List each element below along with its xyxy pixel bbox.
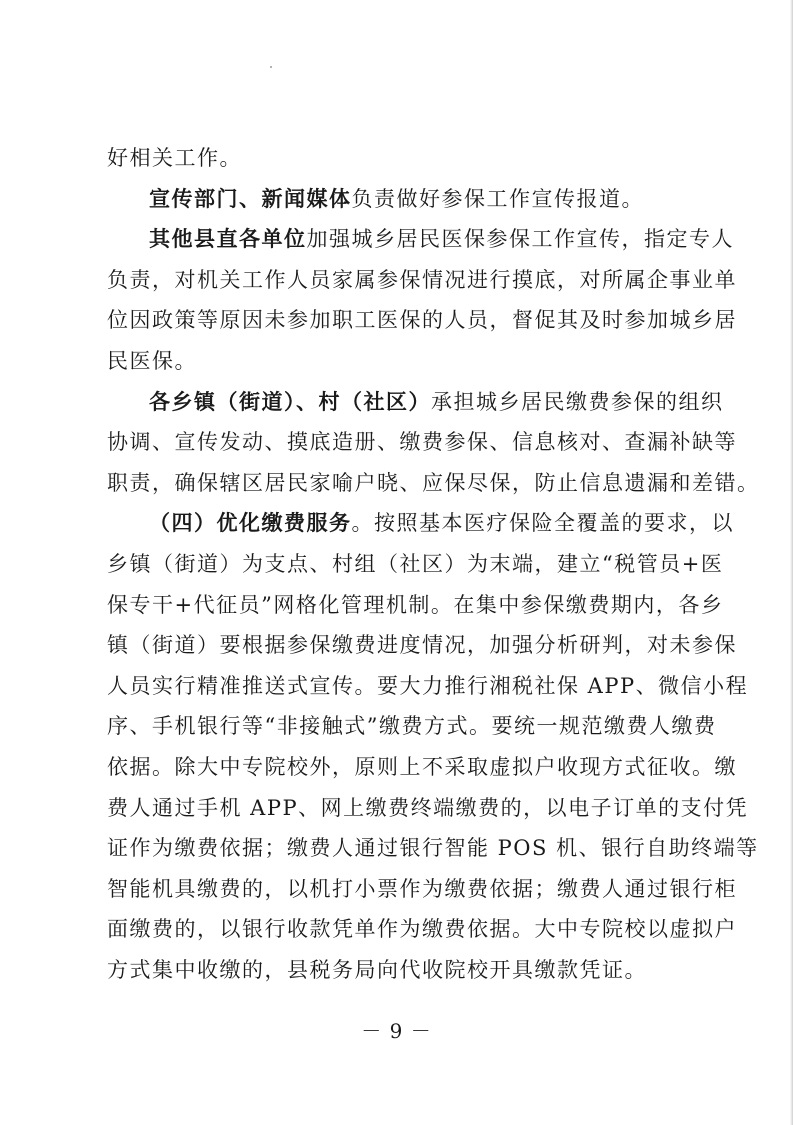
text-line xyxy=(107,836,759,860)
text-line xyxy=(107,349,693,373)
line-text: 加强城乡居民医保参保工作宣传，指定专人 xyxy=(306,227,734,251)
line-text: 承担城乡居民缴费参保的组织 xyxy=(431,390,724,414)
text-line xyxy=(107,471,760,495)
text-line xyxy=(107,146,693,170)
line-text: 好相关工作。 xyxy=(107,146,242,170)
text-line xyxy=(149,226,734,251)
line-bold-lead: 其他县直各单位 xyxy=(149,226,307,251)
line-text: 位因政策等原因未参加职工医保的人员，督促其及时参加城乡居 xyxy=(107,308,737,332)
scan-speck xyxy=(270,66,272,68)
line-text: 费人通过手机 APP、网上缴费终端缴费的，以电子订单的支付凭 xyxy=(107,796,749,820)
line-text: 民医保。 xyxy=(107,349,197,373)
line-text: 人员实行精准推送式宣传。要大力推行湘税社保 APP、微信小程 xyxy=(107,674,749,698)
text-line xyxy=(107,552,724,576)
text-line xyxy=(107,308,737,332)
line-text: 。按照基本医疗保险全覆盖的要求，以 xyxy=(351,511,734,535)
text-line-last xyxy=(107,958,693,982)
text-line xyxy=(107,268,737,292)
line-text: 证作为缴费依据；缴费人通过银行智能 POS 机、银行自助终端等 xyxy=(107,836,759,860)
line-text: 依据。除大中专院校外，原则上不采取虚拟户收现方式征收。缴 xyxy=(107,755,737,779)
text-line xyxy=(107,796,749,820)
line-text: 保专干+代征员”网格化管理机制。在集中参保缴费期内，各乡 xyxy=(107,593,724,617)
page-number: － 9 － xyxy=(361,1019,432,1043)
text-line xyxy=(107,633,737,657)
line-text: 协调、宣传发动、摸底造册、缴费参保、信息核对、查漏补缺等 xyxy=(107,430,737,454)
line-text: 负责做好参保工作宣传报道。 xyxy=(351,187,644,211)
line-text: 智能机具缴费的，以机打小票作为缴费依据；缴费人通过银行柜 xyxy=(107,877,737,901)
text-line xyxy=(107,593,724,617)
line-text: 序、手机银行等“非接触式”缴费方式。要统一规范缴费人缴费 xyxy=(107,714,717,738)
line-bold-lead: 各乡镇（街道）、村（社区） xyxy=(149,389,431,414)
line-text: 职责，确保辖区居民家喻户晓、应保尽保，防止信息遗漏和差错。 xyxy=(107,471,760,495)
line-text: 方式集中收缴的，县税务局向代收院校开具缴款凭证。 xyxy=(107,958,647,982)
line-bold-lead: （四）优化缴费服务 xyxy=(149,510,352,535)
line-text: 负责，对机关工作人员家属参保情况进行摸底，对所属企事业单 xyxy=(107,268,737,292)
text-line xyxy=(107,714,717,738)
text-line xyxy=(107,755,737,779)
text-line xyxy=(149,389,724,414)
text-line xyxy=(149,187,693,211)
line-bold-lead: 宣传部门、新闻媒体 xyxy=(149,186,352,211)
line-text: 面缴费的，以银行收款凭单作为缴费依据。大中专院校以虚拟户 xyxy=(107,917,737,941)
text-line xyxy=(107,430,737,454)
line-text: 乡镇（街道）为支点、村组（社区）为末端，建立“税管员+医 xyxy=(107,552,724,576)
text-line xyxy=(107,917,737,941)
text-line xyxy=(107,674,749,698)
line-text: 镇（街道）要根据参保缴费进度情况，加强分析研判，对未参保 xyxy=(107,633,737,657)
text-line xyxy=(149,510,734,535)
text-line xyxy=(107,877,737,901)
